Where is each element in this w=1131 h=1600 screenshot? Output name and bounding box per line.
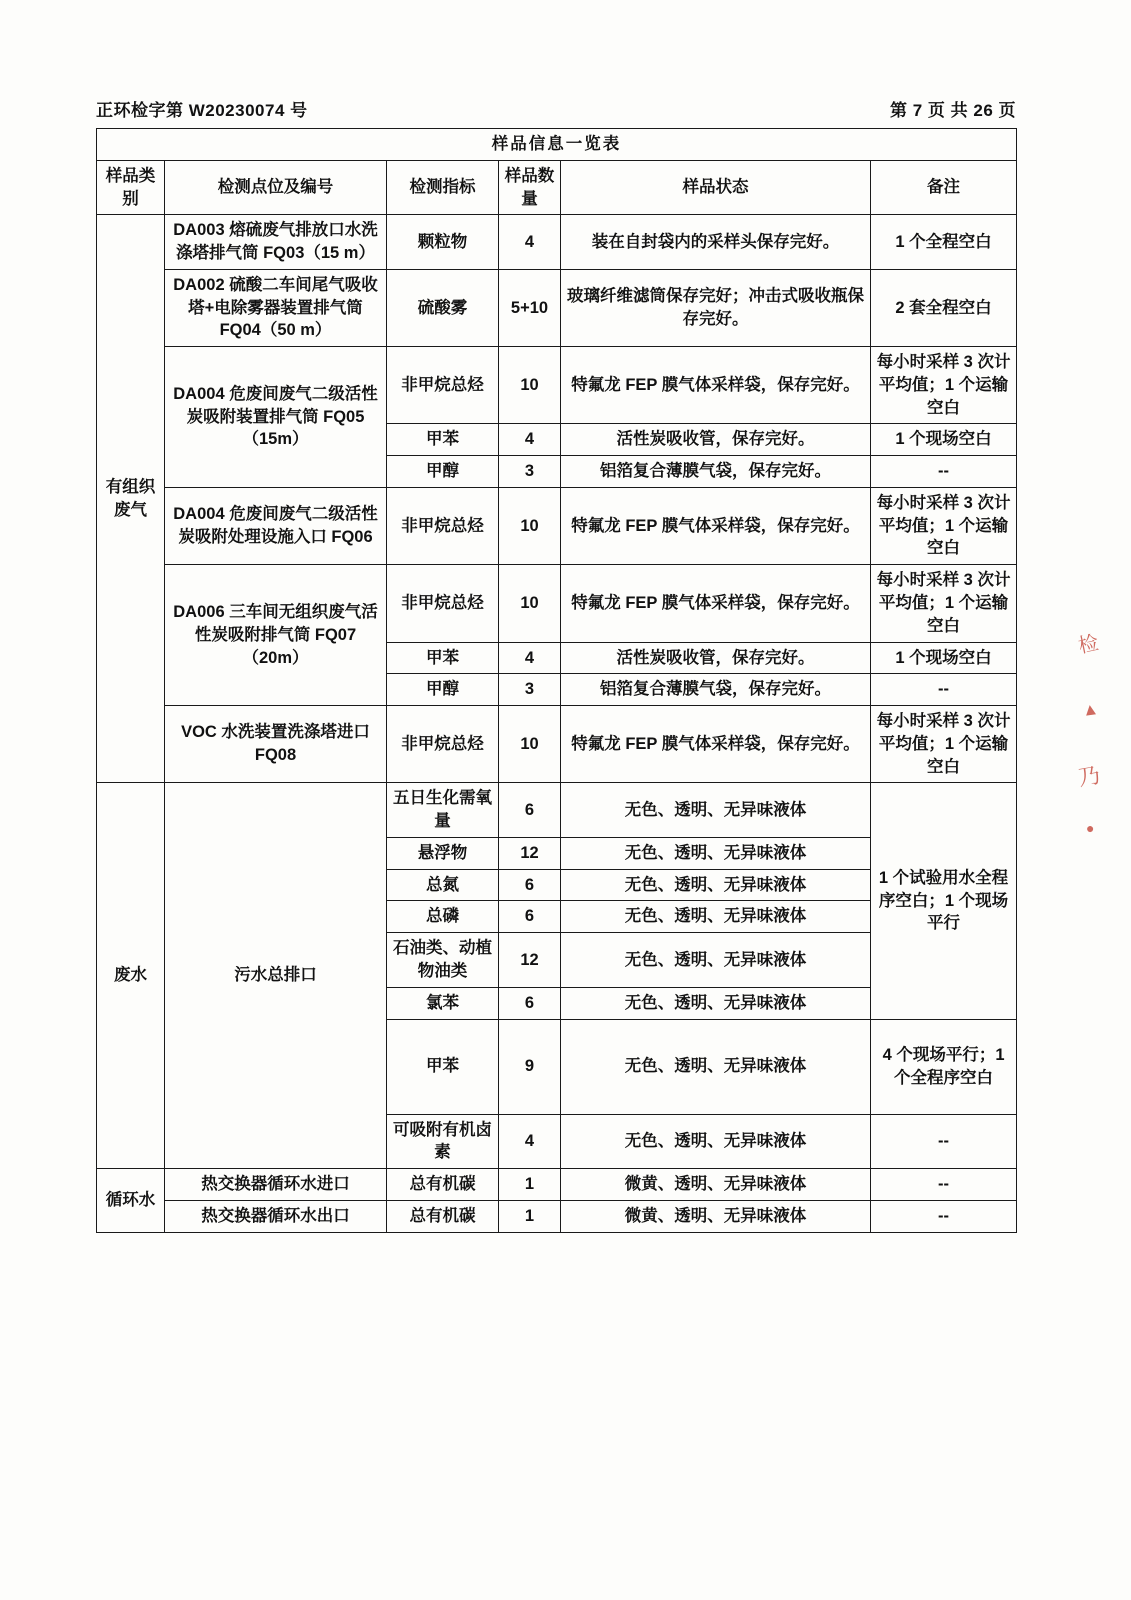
table-row bbox=[97, 783, 1017, 838]
sample-info-table bbox=[96, 128, 1017, 1233]
cell-count: 9 bbox=[499, 1019, 561, 1114]
cell-index: 甲醇 bbox=[387, 456, 499, 488]
cell-count: 1 bbox=[499, 1169, 561, 1201]
cell-remark: 1 个现场空白 bbox=[871, 642, 1017, 674]
cell-index: 甲苯 bbox=[387, 642, 499, 674]
cell-state: 玻璃纤维滤筒保存完好；冲击式吸收瓶保存完好。 bbox=[561, 269, 871, 346]
cell-count: 6 bbox=[499, 869, 561, 901]
red-stamp-mark-1: 检 bbox=[1076, 632, 1101, 658]
cell-index: 总磷 bbox=[387, 901, 499, 933]
cell-category: 有组织废气 bbox=[97, 215, 165, 783]
cell-index: 五日生化需氧量 bbox=[387, 783, 499, 838]
cell-count: 1 bbox=[499, 1200, 561, 1232]
cell-state: 特氟龙 FEP 膜气体采样袋，保存完好。 bbox=[561, 706, 871, 783]
cell-site: 热交换器循环水出口 bbox=[165, 1200, 387, 1232]
cell-remark: -- bbox=[871, 1200, 1017, 1232]
cell-remark: 每小时采样 3 次计平均值；1 个运输空白 bbox=[871, 347, 1017, 424]
table-row bbox=[97, 1169, 1017, 1201]
cell-remark: -- bbox=[871, 456, 1017, 488]
cell-index: 氯苯 bbox=[387, 987, 499, 1019]
cell-category: 废水 bbox=[97, 783, 165, 1169]
cell-remark: -- bbox=[871, 1169, 1017, 1201]
cell-site: DA004 危废间废气二级活性炭吸附处理设施入口 FQ06 bbox=[165, 487, 387, 564]
red-stamp-mark-3: 乃 bbox=[1076, 762, 1103, 791]
table-row bbox=[97, 269, 1017, 346]
table-row bbox=[97, 215, 1017, 270]
cell-remark: 每小时采样 3 次计平均值；1 个运输空白 bbox=[871, 706, 1017, 783]
cell-remark: 2 套全程空白 bbox=[871, 269, 1017, 346]
cell-state: 活性炭吸收管，保存完好。 bbox=[561, 642, 871, 674]
cell-index: 总有机碳 bbox=[387, 1169, 499, 1201]
cell-index: 石油类、动植物油类 bbox=[387, 933, 499, 988]
table-header-row bbox=[97, 160, 1017, 215]
cell-index: 甲醇 bbox=[387, 674, 499, 706]
page-header bbox=[96, 96, 1016, 121]
cell-remark: 1 个全程空白 bbox=[871, 215, 1017, 270]
cell-index: 非甲烷总烃 bbox=[387, 487, 499, 564]
cell-count: 12 bbox=[499, 837, 561, 869]
cell-count: 3 bbox=[499, 674, 561, 706]
red-stamp-mark-4: ● bbox=[1086, 822, 1095, 837]
cell-site: DA003 熔硫废气排放口水洗涤塔排气筒 FQ03（15 m） bbox=[165, 215, 387, 270]
cell-state: 无色、透明、无异味液体 bbox=[561, 901, 871, 933]
cell-site: DA004 危废间废气二级活性炭吸附装置排气筒 FQ05（15m） bbox=[165, 347, 387, 488]
cell-site: VOC 水洗装置洗涤塔进口 FQ08 bbox=[165, 706, 387, 783]
document-number: 正环检字第 W20230074 号 bbox=[96, 101, 308, 120]
table-row bbox=[97, 487, 1017, 564]
cell-index: 颗粒物 bbox=[387, 215, 499, 270]
col-header-state: 样品状态 bbox=[561, 160, 871, 215]
col-header-remark: 备注 bbox=[871, 160, 1017, 215]
cell-index: 可吸附有机卤素 bbox=[387, 1114, 499, 1169]
cell-count: 6 bbox=[499, 783, 561, 838]
cell-state: 无色、透明、无异味液体 bbox=[561, 869, 871, 901]
cell-state: 特氟龙 FEP 膜气体采样袋，保存完好。 bbox=[561, 487, 871, 564]
cell-state: 装在自封袋内的采样头保存完好。 bbox=[561, 215, 871, 270]
cell-count: 12 bbox=[499, 933, 561, 988]
cell-category: 循环水 bbox=[97, 1169, 165, 1233]
cell-index: 硫酸雾 bbox=[387, 269, 499, 346]
table-row bbox=[97, 347, 1017, 424]
cell-state: 铝箔复合薄膜气袋，保存完好。 bbox=[561, 674, 871, 706]
cell-count: 10 bbox=[499, 347, 561, 424]
cell-count: 6 bbox=[499, 987, 561, 1019]
page-number: 第 7 页 共 26 页 bbox=[890, 101, 1016, 120]
cell-count: 10 bbox=[499, 487, 561, 564]
table-row bbox=[97, 706, 1017, 783]
cell-count: 5+10 bbox=[499, 269, 561, 346]
cell-index: 甲苯 bbox=[387, 424, 499, 456]
cell-remark: -- bbox=[871, 1114, 1017, 1169]
cell-state: 微黄、透明、无异味液体 bbox=[561, 1169, 871, 1201]
table-row bbox=[97, 1200, 1017, 1232]
cell-site: 热交换器循环水进口 bbox=[165, 1169, 387, 1201]
cell-remark: 1 个现场空白 bbox=[871, 424, 1017, 456]
cell-state: 无色、透明、无异味液体 bbox=[561, 1019, 871, 1114]
cell-index: 非甲烷总烃 bbox=[387, 706, 499, 783]
cell-count: 3 bbox=[499, 456, 561, 488]
cell-state: 特氟龙 FEP 膜气体采样袋，保存完好。 bbox=[561, 347, 871, 424]
sample-info-table-wrapper bbox=[96, 128, 1016, 1233]
col-header-count: 样品数量 bbox=[499, 160, 561, 215]
table-title: 样品信息一览表 bbox=[97, 129, 1017, 161]
cell-index: 总氮 bbox=[387, 869, 499, 901]
cell-remark: 4 个现场平行；1 个全程序空白 bbox=[871, 1019, 1017, 1114]
cell-state: 活性炭吸收管，保存完好。 bbox=[561, 424, 871, 456]
cell-count: 4 bbox=[499, 215, 561, 270]
col-header-category: 样品类别 bbox=[97, 160, 165, 215]
cell-state: 无色、透明、无异味液体 bbox=[561, 987, 871, 1019]
cell-state: 无色、透明、无异味液体 bbox=[561, 783, 871, 838]
cell-remark: 每小时采样 3 次计平均值；1 个运输空白 bbox=[871, 565, 1017, 642]
cell-site: DA006 三车间无组织废气活性炭吸附排气筒 FQ07（20m） bbox=[165, 565, 387, 706]
col-header-site: 检测点位及编号 bbox=[165, 160, 387, 215]
table-row bbox=[97, 565, 1017, 642]
cell-count: 10 bbox=[499, 565, 561, 642]
cell-state: 特氟龙 FEP 膜气体采样袋，保存完好。 bbox=[561, 565, 871, 642]
cell-state: 铝箔复合薄膜气袋，保存完好。 bbox=[561, 456, 871, 488]
cell-index: 总有机碳 bbox=[387, 1200, 499, 1232]
col-header-index: 检测指标 bbox=[387, 160, 499, 215]
cell-count: 6 bbox=[499, 901, 561, 933]
table-title-row bbox=[97, 129, 1017, 161]
cell-index: 甲苯 bbox=[387, 1019, 499, 1114]
cell-state: 无色、透明、无异味液体 bbox=[561, 933, 871, 988]
cell-state: 微黄、透明、无异味液体 bbox=[561, 1200, 871, 1232]
cell-count: 4 bbox=[499, 642, 561, 674]
cell-index: 非甲烷总烃 bbox=[387, 347, 499, 424]
cell-index: 悬浮物 bbox=[387, 837, 499, 869]
cell-count: 4 bbox=[499, 424, 561, 456]
cell-remark: 每小时采样 3 次计平均值；1 个运输空白 bbox=[871, 487, 1017, 564]
cell-remark: -- bbox=[871, 674, 1017, 706]
cell-state: 无色、透明、无异味液体 bbox=[561, 1114, 871, 1169]
cell-index: 非甲烷总烃 bbox=[387, 565, 499, 642]
cell-remark: 1 个试验用水全程序空白；1 个现场平行 bbox=[871, 783, 1017, 1019]
cell-count: 10 bbox=[499, 706, 561, 783]
red-stamp-mark-2: ▲ bbox=[1080, 698, 1100, 721]
cell-site: 污水总排口 bbox=[165, 783, 387, 1169]
cell-state: 无色、透明、无异味液体 bbox=[561, 837, 871, 869]
cell-site: DA002 硫酸二车间尾气吸收塔+电除雾器装置排气筒 FQ04（50 m） bbox=[165, 269, 387, 346]
cell-count: 4 bbox=[499, 1114, 561, 1169]
